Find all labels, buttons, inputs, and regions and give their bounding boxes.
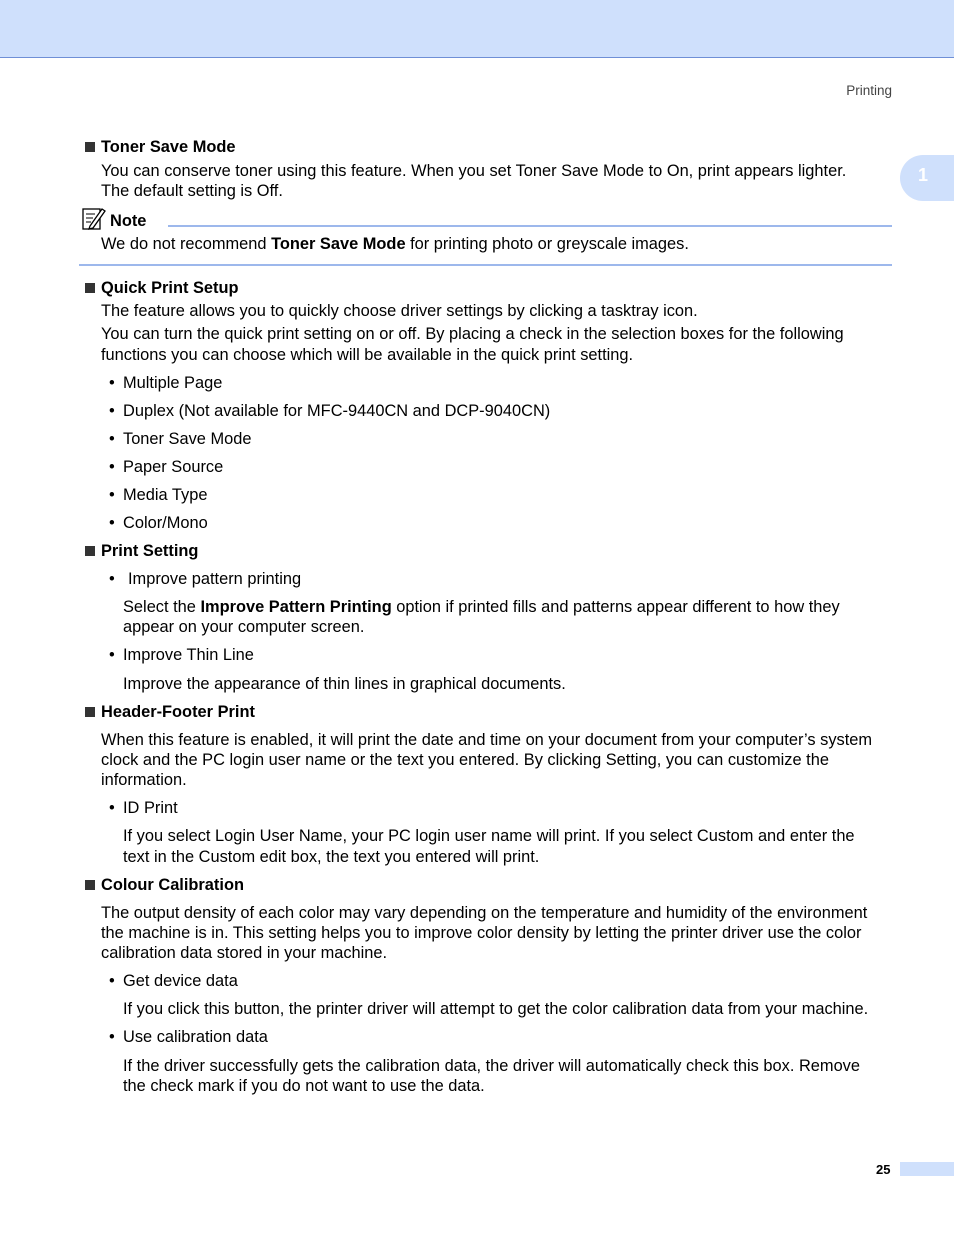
- use-calibration-desc-line2: the check mark if you do not want to use the data.: [123, 1077, 485, 1095]
- list-item: Improve pattern printing: [128, 570, 302, 588]
- use-calibration-desc-line1: If the driver successfully gets the calibration data, the driver will automatically check this box. Remove: [123, 1057, 860, 1075]
- note-text-bold: Toner Save Mode: [271, 235, 406, 253]
- bullet-dot: •: [109, 514, 115, 532]
- section-heading-header-footer: Header-Footer Print: [101, 703, 255, 721]
- list-item: Color/Mono: [123, 514, 208, 532]
- running-header: Printing: [846, 83, 892, 98]
- bullet-dot: •: [109, 486, 115, 504]
- note-text-post: for printing photo or greyscale images.: [405, 235, 689, 253]
- section-bullet-icon: [85, 142, 95, 152]
- list-item: Improve Thin Line: [123, 646, 254, 664]
- bullet-dot: •: [109, 646, 115, 664]
- bullet-dot: •: [109, 402, 115, 420]
- desc-bold: Improve Pattern Printing: [200, 598, 392, 616]
- section-heading-toner-save: Toner Save Mode: [101, 138, 236, 156]
- top-banner: [0, 0, 954, 58]
- bullet-dot: •: [109, 430, 115, 448]
- desc-post: option if printed fills and patterns appear different to how they: [391, 598, 840, 616]
- list-item: Get device data: [123, 972, 238, 990]
- note-label: Note: [110, 212, 147, 230]
- list-item: ID Print: [123, 799, 178, 817]
- list-item: Duplex (Not available for MFC-9440CN and DCP-9040CN): [123, 402, 551, 420]
- footer-accent-bar: [900, 1162, 954, 1176]
- bullet-dot: •: [109, 972, 115, 990]
- id-print-desc-line1: If you select Login User Name, your PC login user name will print. If you select Custom and enter the: [123, 827, 855, 845]
- section-bullet-icon: [85, 880, 95, 890]
- toner-save-text-line1: You can conserve toner using this feature. When you set Toner Save Mode to On, print appears lighter.: [101, 162, 847, 180]
- bullet-dot: •: [109, 570, 115, 588]
- chapter-tab: [900, 155, 954, 201]
- page-number: 25: [876, 1162, 891, 1177]
- toner-save-text-line2: The default setting is Off.: [101, 182, 283, 200]
- section-bullet-icon: [85, 546, 95, 556]
- colour-cal-text-line3: calibration data stored in your machine.: [101, 944, 388, 962]
- id-print-desc-line2: text in the Custom edit box, the text you entered will print.: [123, 848, 540, 866]
- section-bullet-icon: [85, 283, 95, 293]
- list-item: Toner Save Mode: [123, 430, 252, 448]
- colour-cal-text-line2: the machine is in. This setting helps you to improve color density by letting the printer driver use the color: [101, 924, 862, 942]
- desc-pre: Select the: [123, 598, 201, 616]
- bullet-dot: •: [109, 374, 115, 392]
- colour-cal-text-line1: The output density of each color may vary depending on the temperature and humidity of the environment: [101, 904, 868, 922]
- quick-print-text-line3: functions you can choose which will be available in the quick print setting.: [101, 346, 634, 364]
- section-heading-colour-calibration: Colour Calibration: [101, 876, 244, 894]
- print-setting-item1-desc: [123, 597, 898, 617]
- section-bullet-icon: [85, 707, 95, 717]
- print-setting-item1-desc-line2: appear on your computer screen.: [123, 618, 365, 636]
- quick-print-text-line1: The feature allows you to quickly choose driver settings by clicking a tasktray icon.: [101, 302, 698, 320]
- bullet-dot: •: [109, 1028, 115, 1046]
- section-heading-quick-print: Quick Print Setup: [101, 279, 239, 297]
- note-divider-bottom: [79, 264, 892, 266]
- list-item: Multiple Page: [123, 374, 223, 392]
- list-item: Paper Source: [123, 458, 224, 476]
- section-heading-print-setting: Print Setting: [101, 542, 199, 560]
- note-text: [101, 234, 896, 254]
- bullet-dot: •: [109, 799, 115, 817]
- header-footer-text-line3: information.: [101, 771, 187, 789]
- print-setting-item2-desc: Improve the appearance of thin lines in graphical documents.: [123, 675, 566, 693]
- quick-print-text-line2: You can turn the quick print setting on or off. By placing a check in the selection boxes for the following: [101, 325, 844, 343]
- get-device-data-desc: If you click this button, the printer driver will attempt to get the color calibration data from your machine.: [123, 1000, 869, 1018]
- note-text-pre: We do not recommend: [101, 235, 272, 253]
- chapter-number: 1: [918, 165, 929, 185]
- header-footer-text-line1: When this feature is enabled, it will print the date and time on your document from your computer’s system: [101, 731, 873, 749]
- list-item: Media Type: [123, 486, 208, 504]
- list-item: Use calibration data: [123, 1028, 268, 1046]
- header-footer-text-line2: clock and the PC login user name or the text you entered. By clicking Setting, you can customize the: [101, 751, 829, 769]
- bullet-dot: •: [109, 458, 115, 476]
- note-divider-top: [168, 225, 892, 227]
- note-pencil-icon: [82, 207, 106, 231]
